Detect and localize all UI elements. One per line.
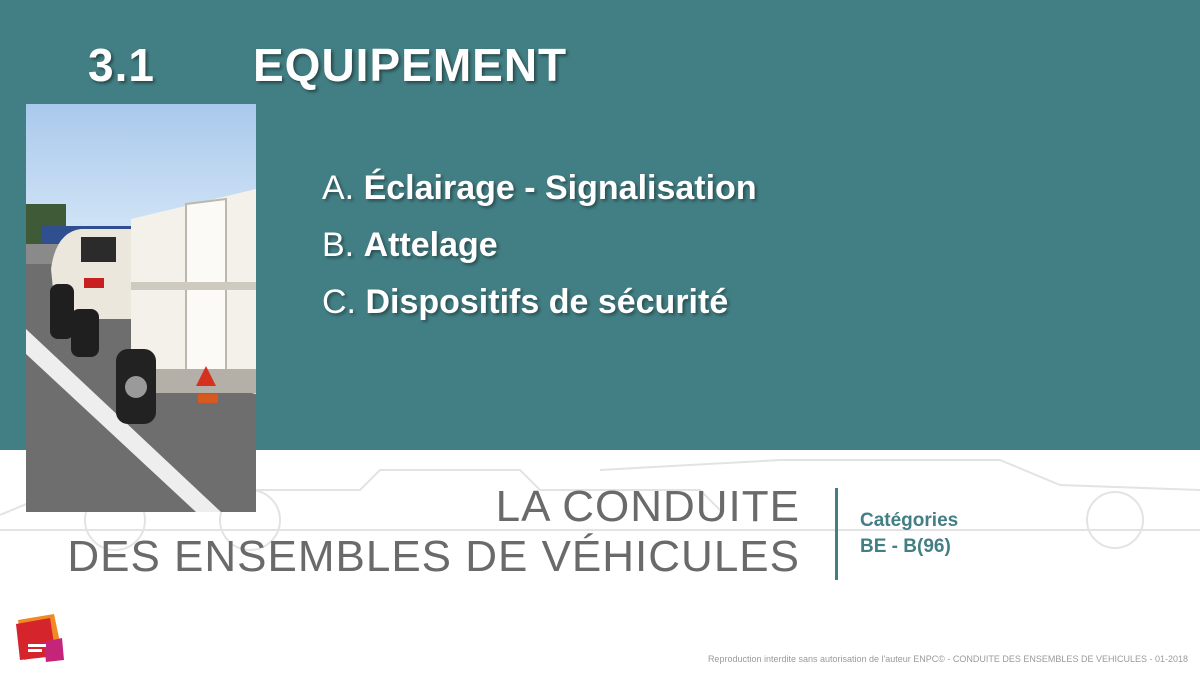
- categories-value: BE - B(96): [860, 536, 951, 557]
- car-trailer-photo: [26, 104, 256, 512]
- topic-letter: A.: [322, 169, 355, 207]
- section-number: 3.1: [88, 39, 155, 91]
- title-divider: [835, 488, 838, 580]
- topic-item-attelage: [322, 217, 757, 274]
- topic-item-eclairage: [322, 160, 757, 217]
- copyright-note: Reproduction interdite sans autorisation de l'auteur ENPC© - CONDUITE DES ENSEMBLES DE VEHICULES - 01-2018: [707, 654, 1188, 664]
- categories-label: Catégories: [860, 510, 959, 531]
- topic-item-dispositifs: [322, 274, 757, 331]
- categories-block: [860, 508, 958, 560]
- course-title: [67, 482, 800, 582]
- equipment-topics-list: [322, 160, 757, 331]
- topic-label: Éclairage - Signalisation: [363, 169, 757, 207]
- topic-letter: C.: [322, 283, 356, 321]
- topic-letter: B.: [322, 226, 355, 264]
- course-title-line2: DES ENSEMBLES DE VÉHICULES: [67, 532, 800, 581]
- topic-label: Attelage: [363, 226, 498, 264]
- enpc-logo: [14, 612, 66, 664]
- course-title-line1: LA CONDUITE: [495, 482, 800, 531]
- section-title: EQUIPEMENT: [253, 39, 568, 91]
- topic-label: Dispositifs de sécurité: [365, 283, 729, 321]
